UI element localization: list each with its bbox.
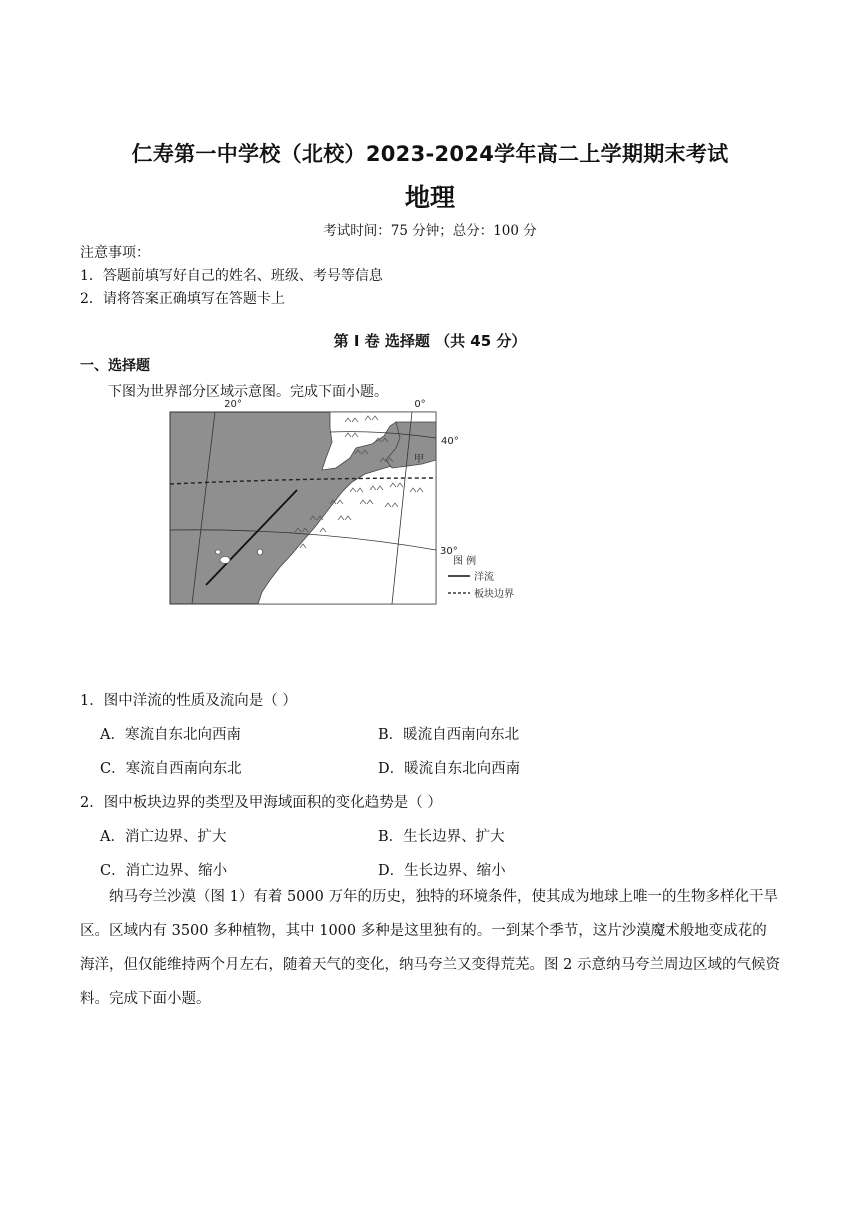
lon-label-20: 20° bbox=[224, 399, 242, 410]
passage bbox=[80, 880, 780, 1016]
option-a: A．消亡边界、扩大 bbox=[100, 829, 227, 845]
option-b: B．暖流自西南向东北 bbox=[378, 727, 520, 743]
lat-label-40: 40° bbox=[441, 436, 459, 447]
sea-label-jia: 甲 bbox=[414, 454, 424, 465]
passage-text: 纳马夸兰沙漠（图 1）有着 5000 万年的历史，独特的环境条件，使其成为地球上唯一的生物多样化干旱区。区域内有 3500 多种植物，其中 1000 多种是这里独有的。一到某个季节，这片沙漠魔术般地变成花的海洋，但仅能维持两个月左右，随着天气的变化，纳马夸兰又变得荒芜。图 2 示意纳马夸兰周边区域的气候资料。完成下面小题。 bbox=[80, 889, 780, 1007]
subject-title: 地理 bbox=[404, 183, 455, 212]
notice-heading: 注意事项： bbox=[80, 245, 150, 261]
exam-info: 考试时间：75 分钟；总分：100 分 bbox=[323, 223, 537, 239]
legend-boundary-label: 板块边界 bbox=[474, 589, 514, 600]
notice-item: 2．请将答案正确填写在答题卡上 bbox=[80, 291, 285, 307]
part-heading: 一、选择题 bbox=[80, 358, 150, 374]
option-b: B．生长边界、扩大 bbox=[378, 829, 505, 845]
legend-current-label: 洋流 bbox=[474, 572, 494, 583]
map-legend bbox=[448, 554, 514, 600]
figure-intro: 下图为世界部分区域示意图。完成下面小题。 bbox=[108, 384, 388, 400]
option-d: D．生长边界、缩小 bbox=[378, 863, 506, 879]
notice-item: 1．答题前填写好自己的姓名、班级、考号等信息 bbox=[80, 268, 383, 284]
option-c: C．消亡边界、缩小 bbox=[100, 863, 228, 879]
legend-title: 图 例 bbox=[453, 556, 477, 567]
option-a: A．寒流自东北向西南 bbox=[100, 727, 241, 743]
exam-title: 仁寿第一中学校（北校）2023-2024学年高二上学期期末考试 bbox=[131, 142, 729, 166]
world-region-map bbox=[160, 392, 540, 612]
question-stem: 1．图中洋流的性质及流向是（ ） bbox=[80, 693, 297, 709]
section-title: 第 I 卷 选择题 （共 45 分） bbox=[333, 332, 527, 350]
lat-label-30: 30° bbox=[440, 546, 458, 557]
option-d: D．暖流自东北向西南 bbox=[378, 761, 521, 777]
question-stem: 2．图中板块边界的类型及甲海域面积的变化趋势是（ ） bbox=[80, 795, 442, 811]
option-c: C．寒流自西南向东北 bbox=[100, 761, 242, 777]
lon-label-0: 0° bbox=[414, 399, 426, 410]
